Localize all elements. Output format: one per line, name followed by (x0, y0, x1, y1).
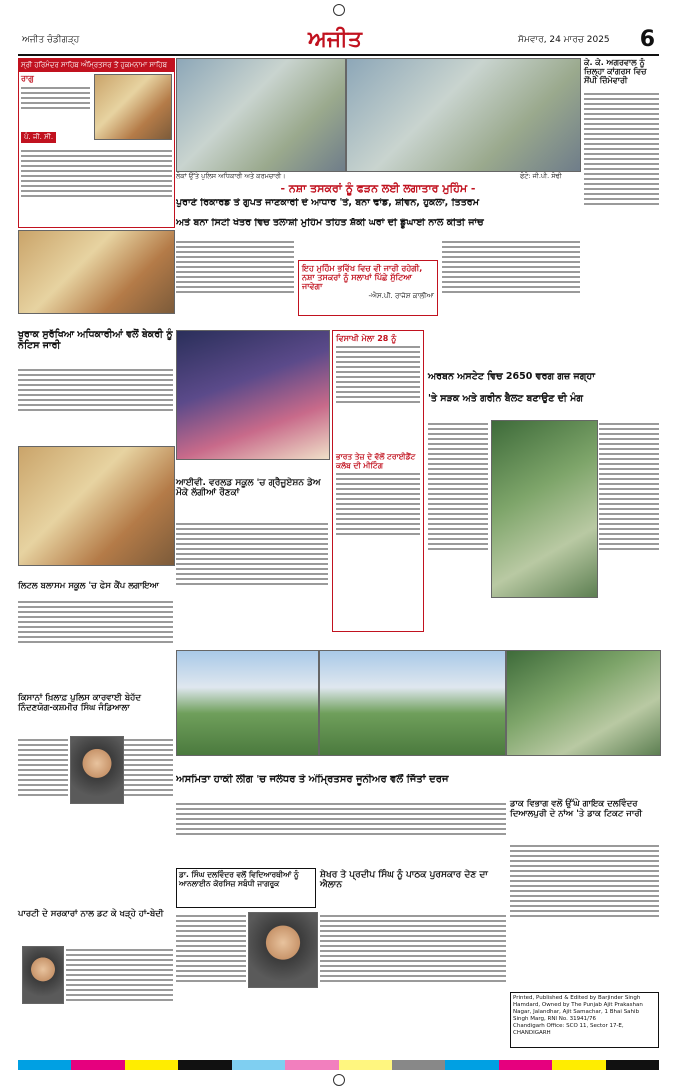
graduation-photo (176, 330, 330, 460)
bottom-story-2-body (320, 912, 506, 1046)
center-story-1-body (176, 520, 328, 640)
main-body-col3 (442, 238, 580, 328)
imprint-line-1: Printed, Published & Edited by Barjinder Singh Hamdard, Owned by The Punjab Ajit Prakashan (513, 995, 643, 1008)
main-headline-line2: ਅਤੇ ਬਨਾ ਸਿਟੀ ਖੇਤਰ ਵਿਚ ਤਲਾਸ਼ੀ ਮੁਹਿੰਮ ਤਹਿਤ ਸ਼ੱਕੀ ਘਰਾਂ ਦੀ ਡੂੰਘਾਈ ਨਾਲ ਕੀਤੀ ਜਾਂਚ (176, 218, 484, 228)
left-story-2-headline: ਲਿਟਲ ਬਲਾਸਮ ਸਕੂਲ 'ਚ ਫੇਸ ਕੈਂਪ ਲਗਾਇਆ (18, 581, 159, 591)
pullquote-text: ਇਹ ਮੁਹਿੰਮ ਭਵਿੱਖ ਵਿਚ ਵੀ ਜਾਰੀ ਰਹੇਗੀ, ਨਸ਼ਾ ਤਸਕਰਾਂ ਨੂੰ ਸਲਾਖਾਂ ਪਿੱਛੇ ਸੁੱਟਿਆ ਜਾਵੇਗਾ (302, 264, 423, 292)
green-belt-photo (491, 420, 598, 598)
left-story-2-body (18, 598, 173, 678)
issue-date: ਸੋਮਵਾਰ, 24 ਮਾਰਚ 2025 (518, 35, 610, 45)
hukamnama-title: ਸ੍ਰੀ ਹਰਿਮੰਦਰ ਸਾਹਿਬ ਅੰਮ੍ਰਿਤਸਰ ਤੋਂ ਹੁਕਮਨਾਮਾ ਸਾਹਿਬ (19, 59, 174, 72)
registration-mark-bottom (333, 1074, 345, 1086)
bottom-story-1-box (176, 868, 316, 908)
dak-stamp-photo (506, 650, 661, 756)
bakery-photo (18, 230, 175, 314)
center-story-3-headline: ਭਾਰਤ ਤੇਜ਼ ਦੇ ਵੱਲੋਂ ਟਰਾਈਡੈਂਟ ਕਲੱਬ ਦੀ ਮੀਟਿੰਗ (336, 452, 416, 470)
feature-body-col3 (599, 420, 659, 660)
bottom-story-1-portrait (248, 912, 318, 988)
hukamnama-tag: ਰਾਗੁ (21, 74, 34, 83)
bottom-story-1-body (176, 912, 246, 1046)
main-kicker: - ਨਸ਼ਾ ਤਸਕਰਾਂ ਨੂੰ ਫੜਨ ਲਈ ਲਗਾਤਾਰ ਮੁਹਿੰਮ - (280, 182, 476, 195)
feature-body-col1 (428, 420, 488, 660)
hockey-body (176, 800, 506, 862)
pullquote-source: -ਐਸ.ਪੀ. ਰਾਜੇਸ਼ ਕਾਲੀਆ (368, 291, 434, 300)
hukamnama-badge: ਪੰ. ਜੀ. ਸੀ. (21, 132, 56, 143)
imprint-line-2: Nagar, Jalandhar, Ajit Samachar, 1 Bhai Sahib Singh Marg, RNI No. 31941/76 (513, 1009, 640, 1022)
feature-headline-line2: 'ਤੇ ਸੜਕ ਅਤੇ ਗਰੀਨ ਬੈਲਟ ਬਣਾਉਣ ਦੀ ਮੰਗ (428, 393, 584, 404)
main-headline-line1: ਪੁਰਾਣੇ ਰਿਕਾਰਡ ਤੇ ਗੁਪਤ ਜਾਣਕਾਰੀ ਦੇ ਆਧਾਰ 'ਤੇ, ਬਨਾ ਢਾਂਡ, ਸ਼ੀਵਨ, ਹੁਕਲਾ, ਤਿਤਰਮ (176, 198, 479, 208)
print-color-strip (18, 1060, 659, 1070)
lead-photo-left (176, 58, 346, 172)
masthead-bar (18, 28, 659, 56)
left-story-4-portrait (22, 946, 64, 1004)
left-story-3-body (18, 736, 68, 846)
bottom-story-3-headline: ਡਾਕ ਵਿਭਾਗ ਵਲੋਂ ਉੱਘੇ ਗਾਇਕ ਦਲਵਿੰਦਰ ਦਿਆਲਪੁਰੀ ਦੇ ਨਾਂਅ 'ਤੇ ਡਾਕ ਟਿਕਟ ਜਾਰੀ (510, 799, 643, 819)
left-story-3-headline: ਕਿਸਾਨਾਂ ਖ਼ਿਲਾਫ਼ ਪੁਲਿਸ ਕਾਰਵਾਈ ਬੇਹੱਦ ਨਿੰਦਣਯੋਗ-ਕਸ਼ਮੀਰ ਸਿੰਘ ਜੰਡਿਆਲਾ (18, 693, 141, 713)
lead-photo-right (346, 58, 581, 172)
page-number: 6 (639, 27, 655, 52)
edition-label: ਅਜੀਤ ਚੰਡੀਗੜ੍ਹ (22, 35, 80, 45)
bottom-story-3-body (510, 842, 659, 988)
bottom-story-2-headline: ਸ਼ੇਖਰ ਤੇ ਪ੍ਰਦੀਪ ਸਿੰਘ ਨੂੰ ਪਾਠਕ ਪੁਰਸਕਾਰ ਦੇਣ ਦਾ ਐਲਾਨ (320, 870, 488, 891)
left-story-3-portrait (70, 736, 124, 804)
main-pullquote (298, 260, 438, 316)
bottom-story-1-headline: ਡਾ. ਸਿੰਘ ਦਲਵਿੰਦਰ ਵਲੋਂ ਵਿਦਿਆਰਥੀਆਂ ਨੂੰ ਆਨਲਾਈਨ ਕੋਰਸਿਜ਼ ਸਬੰਧੀ ਜਾਗਰੂਕ (179, 870, 299, 888)
lead-photo-caption: ਲੋਕਾਂ ਉੱਤੇ ਪੁਲਿਸ ਅਧਿਕਾਰੀ ਅਤੇ ਕਰਮਚਾਰੀ। (176, 172, 286, 180)
left-story-4-headline: ਪਾਰਟੀ ਦੇ ਸਰਕਾਰਾਂ ਨਾਲ ਡਟ ਕੇ ਖੜ੍ਹੇ ਹਾਂ-ਬੇਦੀ (18, 909, 164, 919)
hockey-photo-1 (176, 650, 319, 756)
lead-photo-credit: ਫੋਟੋ: ਜੀ.ਪੀ. ਸੋਢੀ (520, 172, 562, 180)
center-story-2-headline: ਵਿਸਾਖੀ ਮੇਲਾ 28 ਨੂੰ (336, 334, 397, 343)
masthead-logo: ਅਜੀਤ (308, 26, 362, 52)
registration-mark-top (333, 4, 345, 16)
center-news-box (332, 330, 424, 632)
feature-headline-line1: ਅਰਬਨ ਅਸਟੇਟ ਵਿਚ 2650 ਵਰਗ ਗਜ਼ ਜਗ੍ਹਾ (428, 371, 595, 382)
imprint-line-3: Chandigarh Office: SCO 11, Sector 17-E, CHANDIGARH (513, 1023, 624, 1036)
hockey-headline: ਅਸਮਿਤਾ ਹਾਕੀ ਲੀਗ 'ਚ ਜਲੰਧਰ ਤੇ ਅੰਮ੍ਰਿਤਸਰ ਜੂਨੀਅਰ ਵਲੋਂ ਜਿੱਤਾਂ ਦਰਜ (176, 774, 449, 785)
center-story-1-headline: ਆਈਵੀ. ਵਰਲਡ ਸਕੂਲ 'ਚ ਗ੍ਰੈਜੂਏਸ਼ਨ ਡੇਅ ਮੌਕੇ ਲੱਗੀਆਂ ਰੌਣਕਾਂ (176, 478, 321, 499)
left-story-4-body (66, 946, 173, 1046)
left-story-3-body-b (124, 736, 173, 846)
school-camp-photo (18, 446, 175, 566)
hukamnama-box (18, 58, 175, 228)
imprint-box (510, 992, 659, 1048)
left-story-1-headline: ਖੁਰਾਕ ਸੁਰੱਖਿਆ ਅਧਿਕਾਰੀਆਂ ਵਲੋਂ ਬੇਕਰੀ ਨੂੰ ਨੋਟਿਸ ਜਾਰੀ (18, 329, 173, 351)
left-story-1-body (18, 366, 173, 442)
right-column-top (584, 58, 659, 298)
golden-temple-photo (94, 74, 172, 140)
hockey-photo-2 (319, 650, 506, 756)
right-top-headline: ਕੇ. ਕੇ. ਅਗਰਵਾਲ ਨੂੰ ਜ਼ਿਲ੍ਹਾ ਕਾਂਗਰਸ ਵਿਚ ਸੌਂਪੀ ਜ਼ਿੰਮੇਵਾਰੀ (584, 58, 647, 86)
main-body-col1 (176, 238, 294, 328)
